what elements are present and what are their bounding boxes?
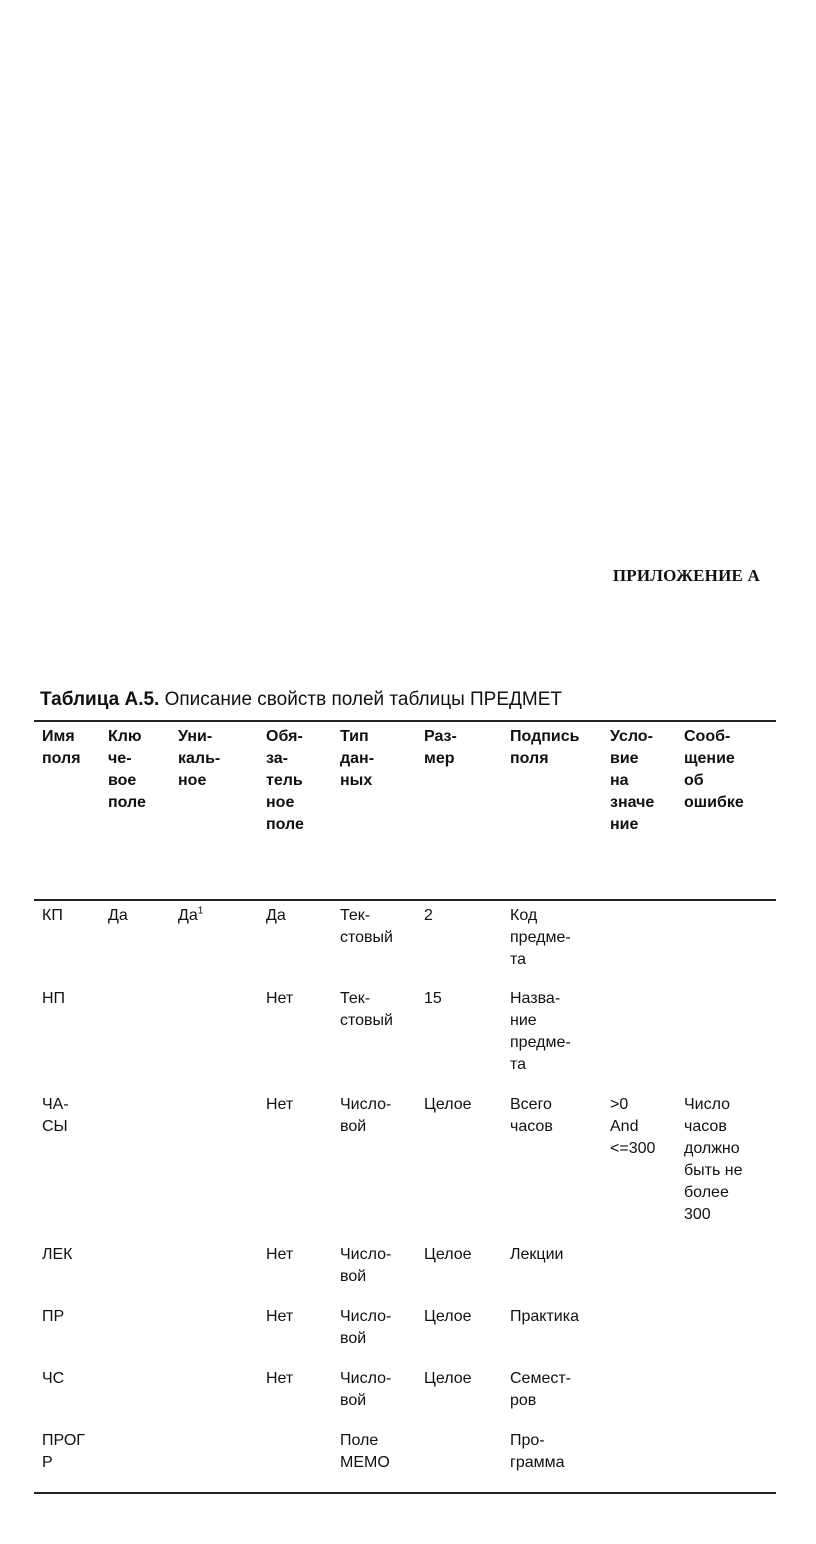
- header-data-type: Тип дан- ных: [340, 728, 375, 789]
- header-key-field: Клю че- вое поле: [108, 728, 146, 811]
- table-cell: Нет: [266, 1308, 294, 1325]
- table-cell: ЧС: [42, 1370, 65, 1387]
- caption-text: Описание свойств полей таблицы ПРЕДМЕТ: [159, 689, 563, 710]
- table-row: [34, 1240, 776, 1302]
- header-size: Раз- мер: [424, 728, 457, 767]
- table-cell: [676, 1426, 776, 1493]
- table-cell: Нет: [266, 1370, 294, 1387]
- table-cell: [100, 1302, 170, 1364]
- table-cell: [170, 1090, 258, 1240]
- table-cell: [100, 1090, 170, 1240]
- footnote-mark: 1: [197, 905, 204, 917]
- header-error-message: Сооб- щение об ошибке: [684, 728, 744, 811]
- table-row: [34, 900, 776, 984]
- table-cell: [676, 1364, 776, 1426]
- table-row: [34, 1364, 776, 1426]
- table-cell: [676, 1240, 776, 1302]
- table-cell: [100, 1240, 170, 1302]
- table-cell: ПРОГ Р: [42, 1432, 85, 1471]
- table-cell: Целое: [424, 1370, 472, 1387]
- table-cell: Число часов должно быть не более 300: [684, 1096, 743, 1223]
- table-row: [34, 1302, 776, 1364]
- table-cell: Целое: [424, 1308, 472, 1325]
- table-cell: [100, 984, 170, 1090]
- table-cell: 2: [424, 907, 433, 924]
- table-caption: [40, 689, 562, 711]
- table-row: [34, 1426, 776, 1493]
- header-caption: Подпись поля: [510, 728, 580, 767]
- table-cell: Практика: [510, 1308, 579, 1325]
- caption-label: Таблица А.5.: [40, 689, 160, 710]
- header-validation-rule: Усло- вие на значе ние: [610, 728, 655, 833]
- table-cell: Поле МЕМО: [340, 1432, 390, 1471]
- table-cell: [676, 1302, 776, 1364]
- table-cell: [170, 1302, 258, 1364]
- table-cell: [676, 900, 776, 984]
- header-unique: Уни- каль- ное: [178, 728, 221, 789]
- table-cell: Нет: [266, 1096, 294, 1113]
- table-cell: [676, 984, 776, 1090]
- table-cell: Да: [108, 907, 128, 924]
- table-cell: 15: [424, 990, 442, 1007]
- table-cell: ЧА- СЫ: [42, 1096, 69, 1135]
- table-cell: [100, 1426, 170, 1493]
- table-cell: [602, 1240, 676, 1302]
- unique-value: Да: [178, 907, 198, 924]
- table-cell: Семест- ров: [510, 1370, 572, 1409]
- header-required: Обя- за- тель ное поле: [266, 728, 304, 833]
- table-cell: НП: [42, 990, 66, 1007]
- table-cell: [602, 1302, 676, 1364]
- table-cell: Назва- ние предме- та: [510, 990, 571, 1073]
- table-row: [34, 1090, 776, 1240]
- table-cell: [602, 1364, 676, 1426]
- table-cell: [602, 900, 676, 984]
- table-cell: [416, 1426, 502, 1493]
- table-cell: >0 And <=300: [610, 1096, 656, 1157]
- table-cell: Число- вой: [340, 1308, 392, 1347]
- table-row: [34, 984, 776, 1090]
- table-cell: ЛЕК: [42, 1246, 73, 1263]
- table-cell: [170, 900, 258, 984]
- table-cell: [100, 1364, 170, 1426]
- table-cell: Тек- стовый: [340, 907, 393, 946]
- table-cell: Нет: [266, 990, 294, 1007]
- table-cell: Да: [266, 907, 286, 924]
- table-cell: Тек- стовый: [340, 990, 393, 1029]
- table-cell: [170, 1364, 258, 1426]
- table-cell: Про- грамма: [510, 1432, 565, 1471]
- table-cell: Целое: [424, 1246, 472, 1263]
- table-cell: [602, 1426, 676, 1493]
- table-cell: [602, 984, 676, 1090]
- table-cell: [170, 1240, 258, 1302]
- table-cell: Число- вой: [340, 1096, 392, 1135]
- properties-table: [34, 720, 776, 1494]
- header-field-name: Имя поля: [42, 728, 81, 767]
- table-cell: Число- вой: [340, 1246, 392, 1285]
- header-row: [34, 721, 776, 900]
- table-cell: КП: [42, 907, 63, 924]
- table-cell: Целое: [424, 1096, 472, 1113]
- table-cell: Всего часов: [510, 1096, 553, 1135]
- table-cell: [258, 1426, 332, 1493]
- table-cell: Код предме- та: [510, 907, 571, 968]
- table-cell: Нет: [266, 1246, 294, 1263]
- appendix-title: ПРИЛОЖЕНИЕ А: [612, 566, 760, 585]
- table-cell: [170, 1426, 258, 1493]
- table-cell: Число- вой: [340, 1370, 392, 1409]
- table-cell: [170, 984, 258, 1090]
- table-cell: ПР: [42, 1308, 65, 1325]
- table-cell: Лекции: [510, 1246, 564, 1263]
